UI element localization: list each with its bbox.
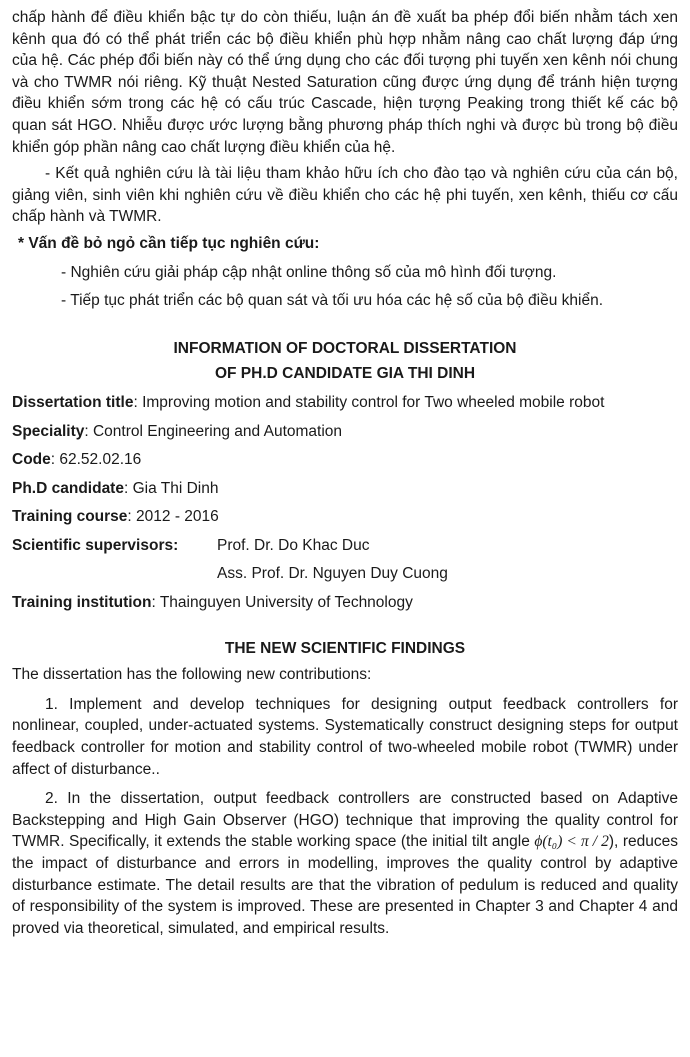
finding-item-2-part-2: ), reduces the impact of disturbance and errors in modelling, improves the quality control by adaptive disturbance estimate. The detail results are that the vibration of pedulum is reduced and quality of responsibility of the system is improved. These are presented in Chapter 3 and Chapter 4 and proved via theoretical, simulated, and empirical results. [12, 833, 678, 937]
supervisors-field [12, 535, 678, 557]
institution-value: : Thainguyen University of Technology [151, 594, 413, 612]
institution-field [12, 592, 678, 614]
dissertation-title-value: : Improving motion and stability control for Two wheeled mobile robot [133, 393, 605, 411]
supervisors-label-wrap [12, 535, 217, 557]
vn-paragraph-2: - Kết quả nghiên cứu là tài liệu tham khảo hữu ích cho đào tạo và nghiên cứu của cán bộ, giảng viên, sinh viên khi nghiên cứu về điều khiển cho các hệ phi tuyến, xen kênh, thiếu cơ cấu chấp hành và TWMR. [12, 165, 678, 226]
dissertation-title-label: Dissertation title [12, 393, 134, 411]
speciality-value: : Control Engineering and Automation [84, 422, 343, 440]
candidate-label: Ph.D candidate [12, 479, 124, 497]
code-label: Code [12, 451, 51, 469]
institution-label: Training institution [12, 594, 152, 612]
finding-item-2 [12, 788, 678, 939]
finding-item-2-part-1: 2. In the dissertation, output feedback controllers are constructed based on Adaptive Backstepping and High Gain Observer (HGO) technique that improving the quality control for TWMR. Specifically, it extends the stable working space (the initial tilt angle [12, 790, 678, 851]
speciality-label: Speciality [12, 422, 85, 440]
finding-item-1: 1. Implement and develop techniques for designing output feedback controllers for nonlinear, coupled, under-actuated systems. Systematically construct designing steps for output feedback controller for motion and stability control of two-wheeled mobile robot (TWMR) under affect of disturbance.. [12, 695, 678, 778]
vn-paragraph-1: chấp hành để điều khiển bậc tự do còn thiếu, luận án đề xuất ba phép đổi biến nhằm tách xen kênh qua đó có thể phát triển các bộ điều khiển phù hợp nhằm nâng cao chất lượng đáp ứng của hệ. Các phép đổi biến này có thể ứng dụng cho các đối tượng phi tuyến xen kênh nói chung và cho TWMR nói riêng. Kỹ thuật Nested Saturation cũng được ứng dụng để tránh hiện tượng điều khiển sớm trong các hệ có cấu trúc Cascade, hiện tượng Peaking trong thiết kế các bộ quan sát HGO. Nhiễu được ước lượng bằng phương pháp thích nghi và được bù trong bộ điều khiển góp phần nâng cao chất lượng điều khiển của hệ. [12, 9, 678, 156]
supervisors-colon: : [173, 536, 179, 554]
training-course-label: Training course [12, 508, 128, 526]
dissertation-title-field [12, 392, 678, 414]
findings-heading: THE NEW SCIENTIFIC FINDINGS [224, 639, 466, 657]
info-heading-line-2: OF PH.D CANDIDATE GIA THI DINH [214, 365, 476, 383]
supervisor-1: Prof. Dr. Do Khac Duc [217, 536, 370, 554]
open-issue-1: - Nghiên cứu giải pháp cập nhật online thông số của mô hình đối tượng. [61, 263, 557, 281]
info-heading-line-1: INFORMATION OF DOCTORAL DISSERTATION [173, 339, 517, 357]
tilt-angle-formula: ϕ(t₀) < π / 2 [534, 833, 609, 851]
candidate-value: : Gia Thi Dinh [123, 479, 219, 497]
candidate-field [12, 478, 678, 500]
code-value: : 62.52.02.16 [50, 451, 142, 469]
supervisors-label: Scientific supervisors [12, 536, 174, 554]
open-issue-2: - Tiếp tục phát triển các bộ quan sát và tối ưu hóa các hệ số của bộ điều khiển. [61, 292, 604, 310]
supervisor-2: Ass. Prof. Dr. Nguyen Duy Cuong [217, 565, 448, 583]
findings-intro: The dissertation has the following new contributions: [12, 666, 372, 684]
training-course-field [12, 506, 678, 528]
open-issues-heading: * Vấn đề bỏ ngỏ cần tiếp tục nghiên cứu: [18, 234, 320, 252]
code-field [12, 449, 678, 471]
speciality-field [12, 421, 678, 443]
training-course-value: : 2012 - 2016 [127, 508, 219, 526]
